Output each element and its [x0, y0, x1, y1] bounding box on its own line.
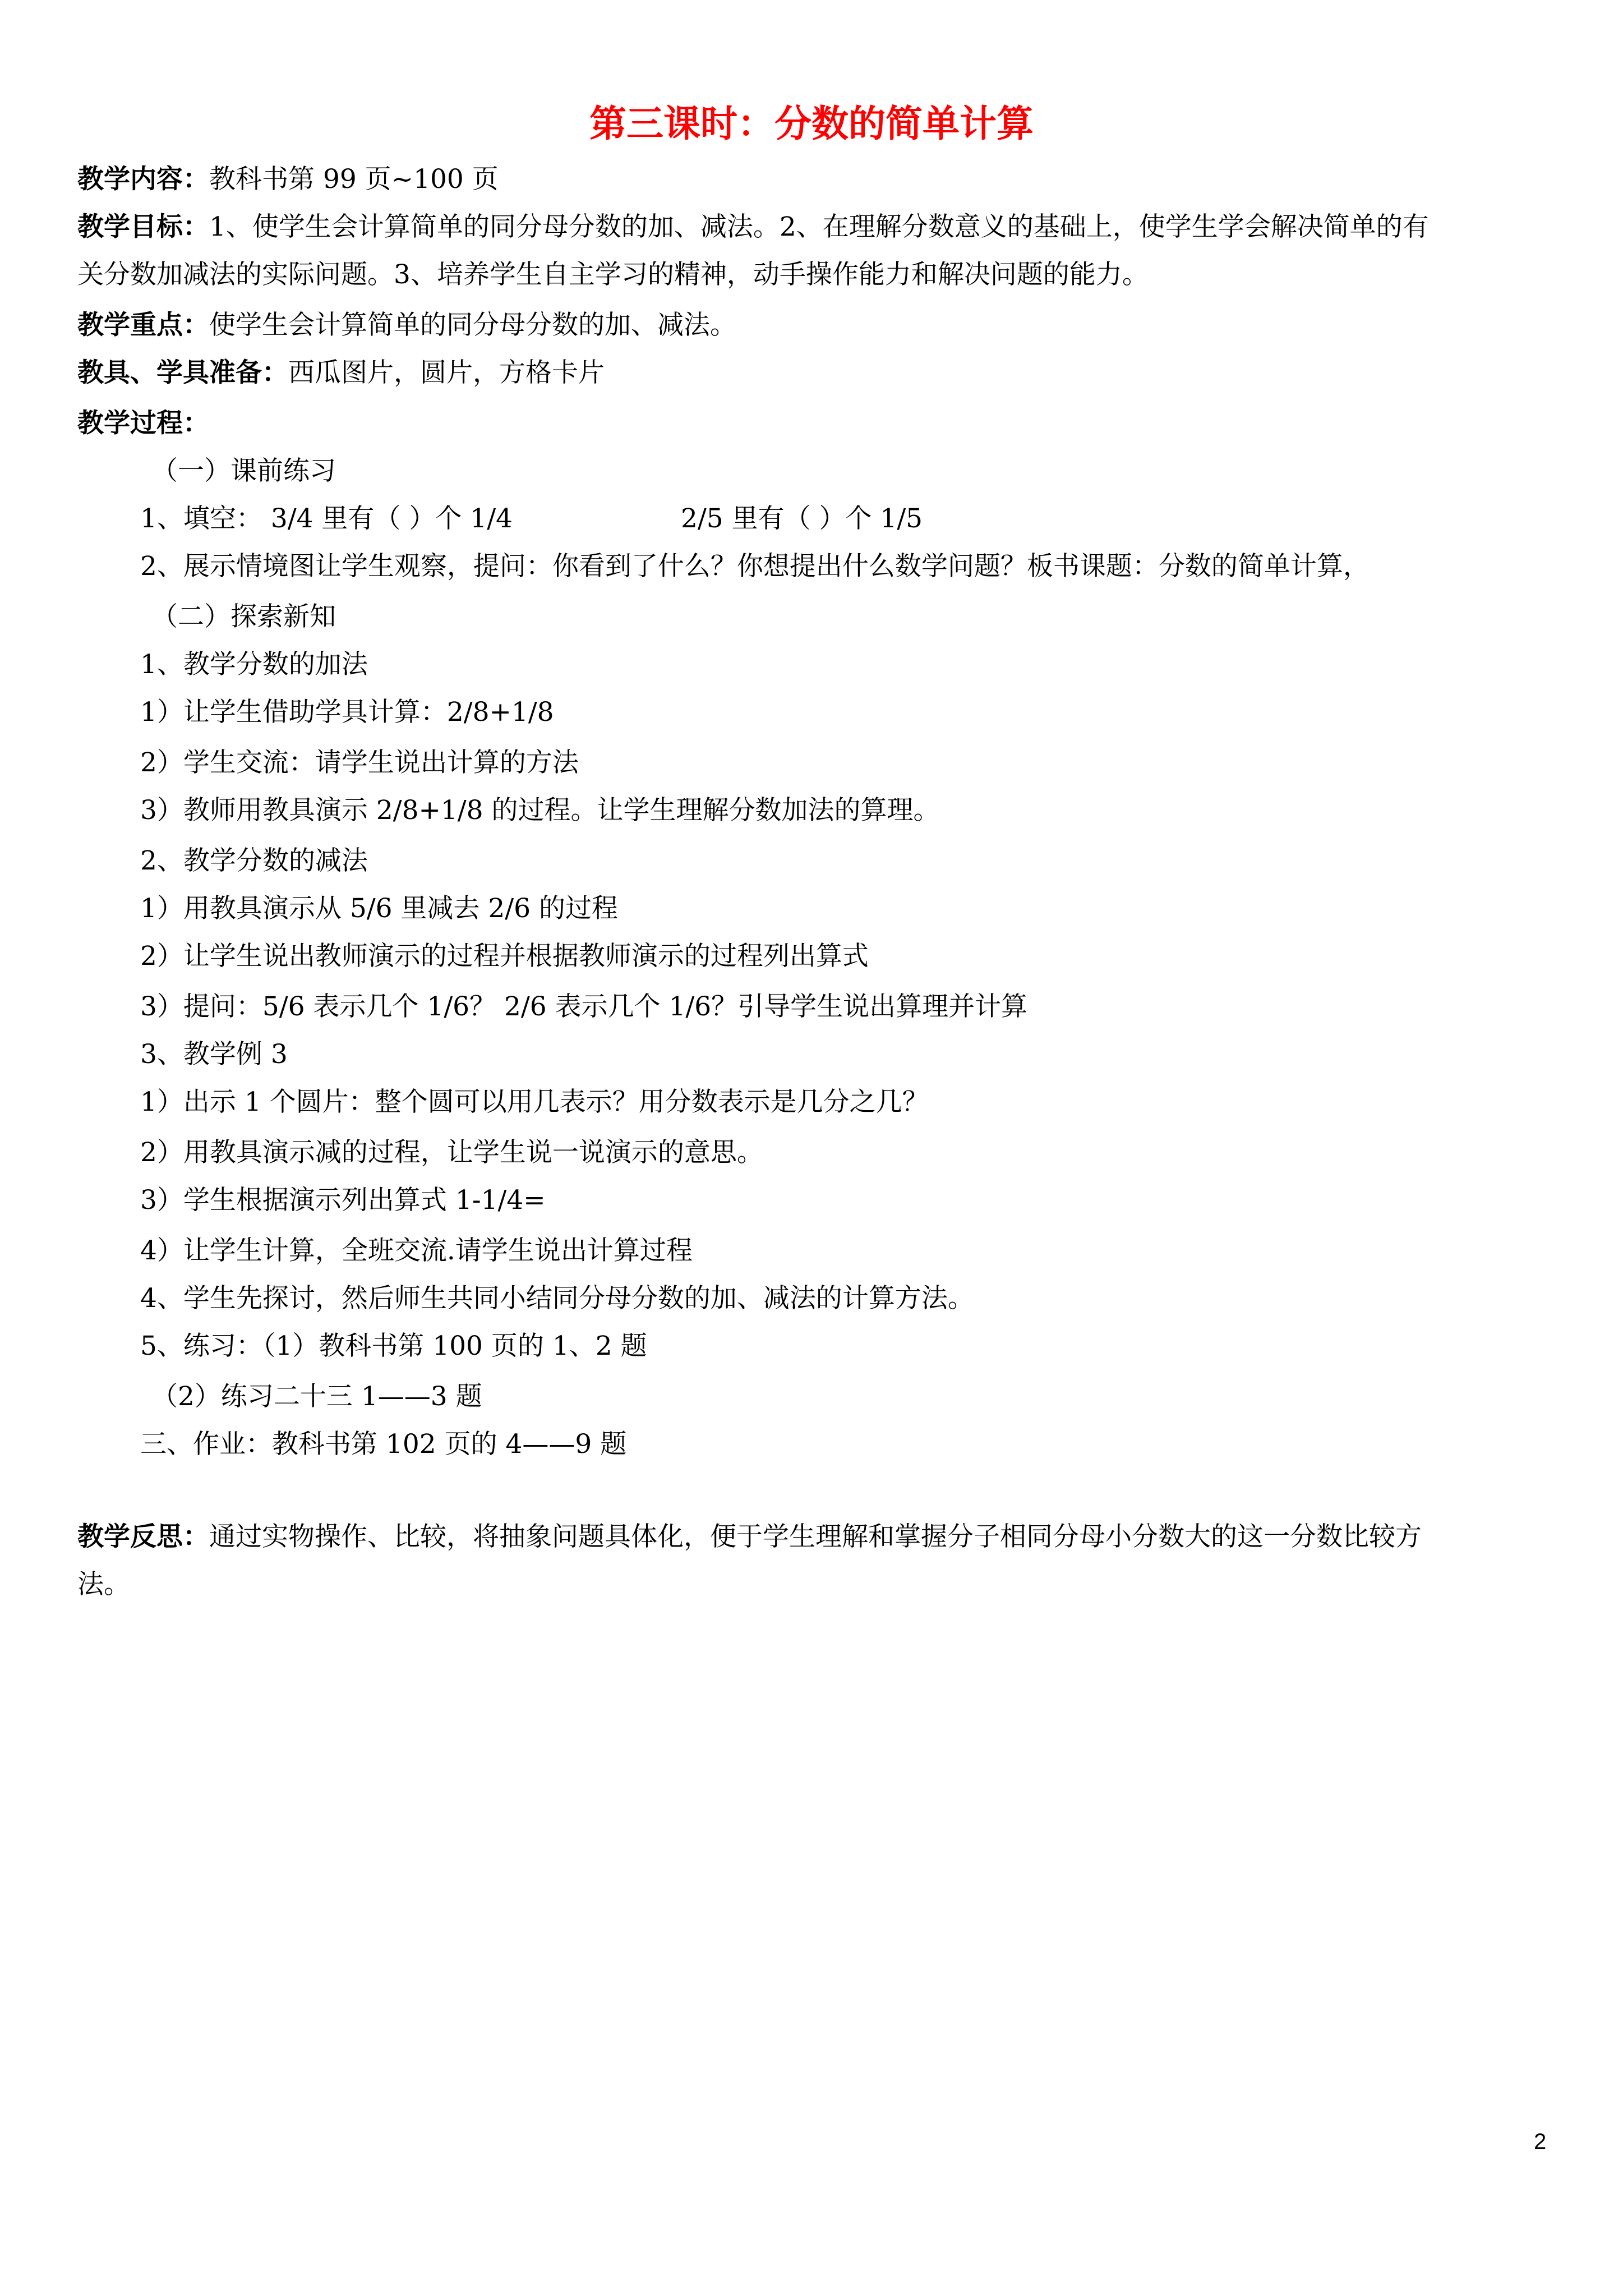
fill-blank-a: 1、填空： 3/4 里有（ ）个 1/4	[140, 503, 513, 534]
add-step-1: 1）让学生借助学具计算：2/8+1/8	[140, 697, 554, 728]
key-label: 教学重点：	[77, 310, 209, 341]
reflection-label: 教学反思：	[77, 1521, 209, 1552]
example3-step-2: 2）用教具演示减的过程，让学生说一说演示的意思。	[140, 1137, 763, 1168]
content-text: 教科书第 99 页~100 页	[209, 164, 499, 195]
goal-row-2: 关分数加减法的实际问题。3、培养学生自主学习的精神，动手操作能力和解决问题的能力。	[77, 259, 1149, 290]
practice-line-1: 5、练习：（1）教科书第 100 页的 1、2 题	[140, 1331, 647, 1361]
part2-heading: （二）探索新知	[151, 601, 336, 632]
reflection-text-1: 通过实物操作、比较，将抽象问题具体化，便于学生理解和掌握分子相同分母小分数大的这一分数比较方	[209, 1521, 1422, 1552]
sub-step-1: 1）用教具演示从 5/6 里减去 2/6 的过程	[140, 893, 618, 924]
key-row	[77, 306, 736, 345]
sub-step-3: 3）提问：5/6 表示几个 1/6？ 2/6 表示几个 1/6？引导学生说出算理并计算	[140, 991, 1028, 1022]
content-row	[77, 160, 499, 199]
part1-heading: （一）课前练习	[151, 455, 336, 486]
practice-line-2: （2）练习二十三 1——3 题	[151, 1381, 482, 1412]
tools-text: 西瓜图片，圆片，方格卡片	[288, 357, 605, 388]
goal-text-1: 1、使学生会计算简单的同分母分数的加、减法。2、在理解分数意义的基础上，使学生学会解决简单的有	[209, 211, 1429, 242]
show-scene-line: 2、展示情境图让学生观察，提问：你看到了什么？你想提出什么数学问题？板书课题：分数的简单计算，	[140, 551, 1370, 582]
goal-row-1	[77, 208, 1429, 247]
tools-row	[77, 353, 605, 393]
summary-line: 4、学生先探讨，然后师生共同小结同分母分数的加、减法的计算方法。	[140, 1283, 974, 1314]
example3-heading: 3、教学例 3	[140, 1039, 288, 1070]
tools-label: 教具、学具准备：	[77, 357, 288, 388]
sub-step-2: 2）让学生说出教师演示的过程并根据教师演示的过程列出算式	[140, 941, 869, 972]
example3-step-4: 4）让学生计算，全班交流.请学生说出计算过程	[140, 1235, 693, 1266]
page-number: 2	[1534, 2129, 1547, 2154]
add-step-3: 3）教师用教具演示 2/8+1/8 的过程。让学生理解分数加法的算理。	[140, 795, 940, 826]
reflection-row-1	[77, 1517, 1422, 1557]
add-step-2: 2）学生交流：请学生说出计算的方法	[140, 747, 579, 778]
goal-label: 教学目标：	[77, 211, 209, 242]
content-label: 教学内容：	[77, 164, 209, 195]
homework-line: 三、作业：教科书第 102 页的 4——9 题	[140, 1429, 627, 1460]
example3-step-1: 1）出示 1 个圆片：整个圆可以用几表示？用分数表示是几分之几？	[140, 1087, 929, 1117]
fill-blank-row	[140, 499, 923, 539]
process-label: 教学过程：	[77, 408, 209, 439]
key-text: 使学生会计算简单的同分母分数的加、减法。	[209, 310, 736, 341]
reflection-row-2: 法。	[77, 1569, 130, 1600]
fill-blank-b: 2/5 里有（ ）个 1/5	[680, 503, 923, 534]
sub-heading: 2、教学分数的减法	[140, 845, 368, 876]
add-heading: 1、教学分数的加法	[140, 649, 368, 680]
example3-step-3: 3）学生根据演示列出算式 1-1/4=	[140, 1185, 546, 1216]
page-title: 第三课时：分数的简单计算	[589, 102, 1034, 145]
